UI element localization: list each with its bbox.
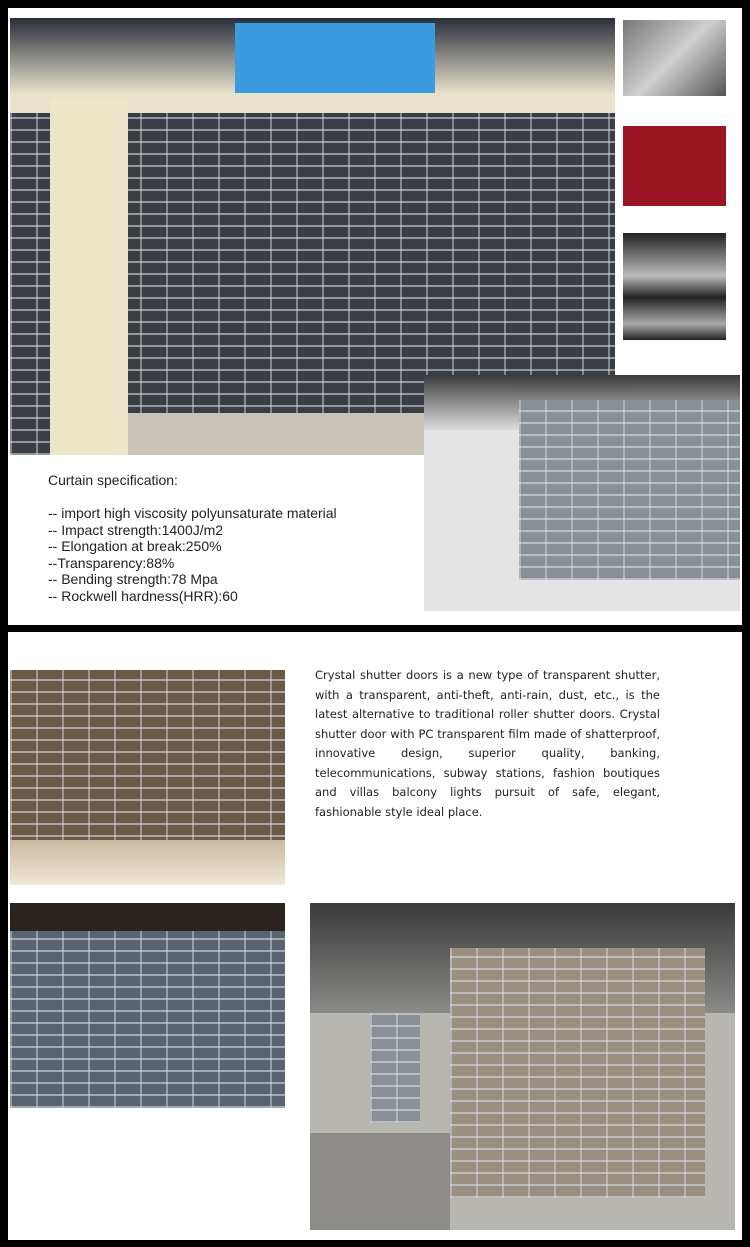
corridor-shutter-photo — [424, 375, 740, 611]
shop-front-shutter-photo — [10, 903, 285, 1108]
product-description: Crystal shutter doors is a new type of transparent shutter, with a transparent, anti-theft, anti-rain, dust, etc., is the latest alternative to traditional roller shutter doors. Crystal shutter door with PC transparent film made of shatterproof, innovative design, superior quality, banking, telecommunications, subway stations, fashion boutiques and villas balcony lights pursuit of safe, elegant, fashionable style ideal place. — [315, 668, 660, 819]
shutter-large — [450, 948, 705, 1198]
spec-panel — [8, 8, 742, 625]
spec-item: -- Impact strength:1400J/m2 — [48, 521, 224, 538]
sign-board — [235, 23, 435, 93]
description-panel — [8, 632, 742, 1240]
header — [10, 903, 285, 931]
spec-item: --Transparency:88% — [48, 554, 175, 571]
shutter — [519, 400, 740, 580]
spec-item: -- Bending strength:78 Mpa — [48, 571, 218, 587]
spec-title: Curtain specification: — [48, 472, 178, 488]
floor — [310, 1133, 450, 1230]
thumbnail-shutter-slats — [623, 20, 726, 96]
subway-corridor-shutter-photo — [310, 903, 735, 1230]
spec-item: -- Rockwell hardness(HRR):60 — [48, 587, 238, 604]
spec-item: -- Elongation at break:250% — [48, 538, 222, 554]
mall-corner-shutter-photo — [10, 670, 285, 885]
shutter-small — [370, 1013, 420, 1123]
pillar — [50, 98, 128, 455]
spec-list — [48, 505, 337, 604]
floor — [10, 840, 285, 885]
thumbnail-slat-pieces — [623, 233, 726, 340]
spec-item: -- import high viscosity polyunsaturate material — [48, 505, 337, 521]
thumbnail-flexible-slat — [623, 126, 726, 206]
